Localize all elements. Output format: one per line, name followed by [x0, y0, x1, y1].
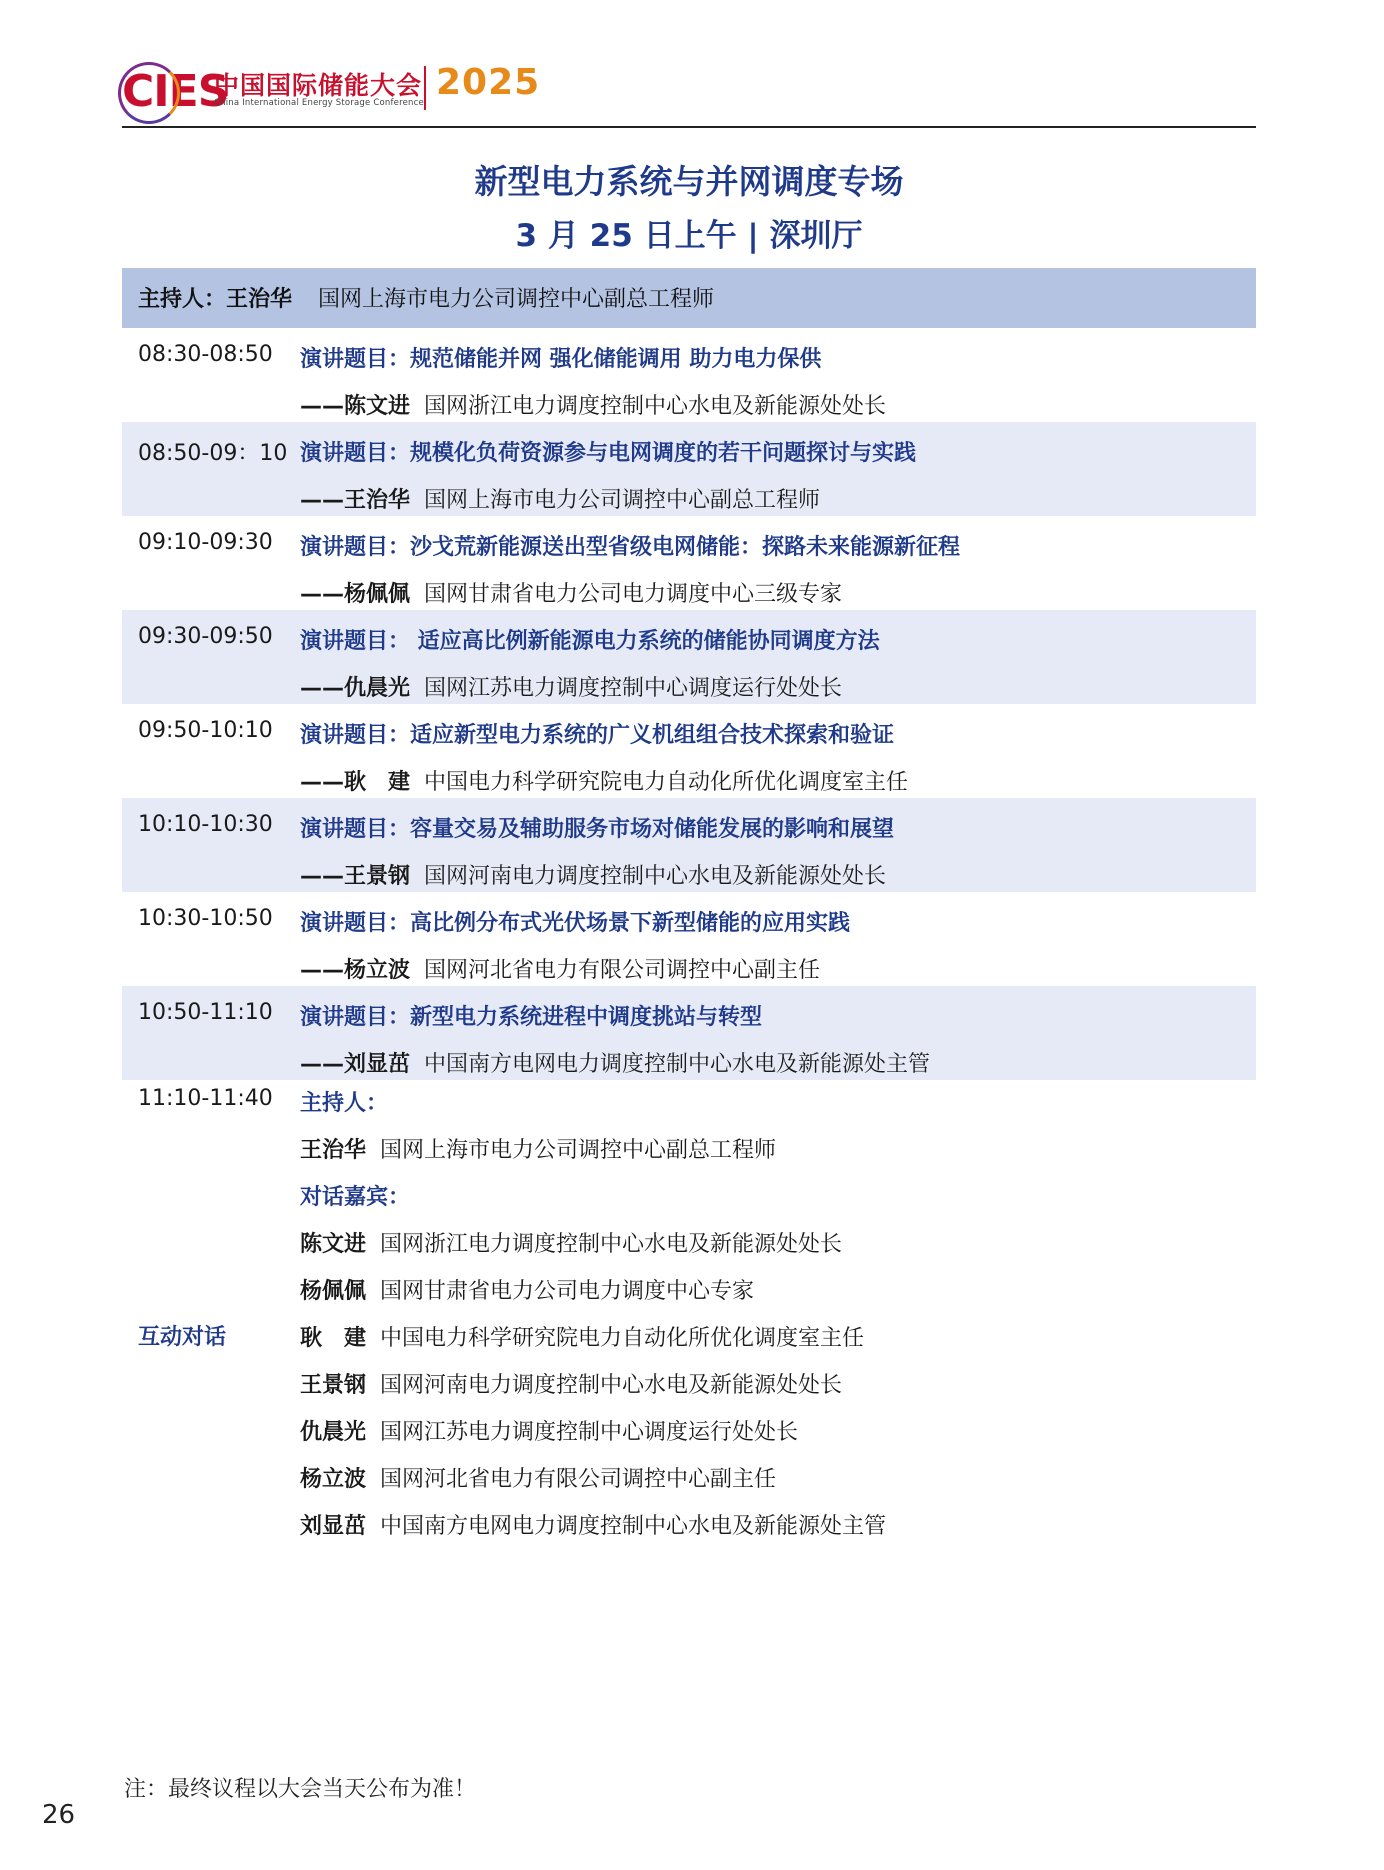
panel-guests-heading: 对话嘉宾： — [300, 1185, 411, 1210]
guest-name: 仇晨光 — [300, 1420, 367, 1445]
speaker-name: ——陈文进 — [300, 394, 411, 419]
speaker-name: ——杨佩佩 — [300, 582, 411, 607]
session-topic: 演讲题目：规范储能并网 强化储能调用 助力电力保供 — [300, 347, 822, 372]
panel-label: 互动对话 — [138, 1325, 227, 1350]
guest-affiliation: 中国电力科学研究院电力自动化所优化调度室主任 — [380, 1326, 865, 1351]
panel-guest — [300, 1462, 776, 1493]
cies-logo — [122, 62, 228, 122]
session-speaker — [300, 953, 820, 984]
panel-time: 11:10-11:40 — [138, 1086, 273, 1111]
session-time: 10:50-11:10 — [138, 1000, 273, 1025]
session-speaker — [300, 483, 820, 514]
session-row — [122, 422, 1256, 516]
panel-host-name: 王治华 — [300, 1138, 367, 1163]
session-row — [122, 610, 1256, 704]
session-speaker — [300, 765, 908, 796]
guest-affiliation: 国网甘肃省电力公司电力调度中心专家 — [380, 1279, 755, 1304]
panel-guest — [300, 1227, 842, 1258]
session-topic: 演讲题目：适应新型电力系统的广义机组组合技术探索和验证 — [300, 723, 895, 748]
speaker-affiliation: 国网甘肃省电力公司电力调度中心三级专家 — [424, 582, 843, 607]
speaker-name: ——杨立波 — [300, 958, 411, 983]
guest-name: 杨立波 — [300, 1467, 367, 1492]
guest-name: 王景钢 — [300, 1373, 367, 1398]
speaker-name: ——王治华 — [300, 488, 411, 513]
session-row — [122, 516, 1256, 610]
speaker-affiliation: 中国南方电网电力调度控制中心水电及新能源处主管 — [424, 1052, 931, 1077]
panel-host-heading: 主持人： — [300, 1091, 389, 1116]
session-topic: 演讲题目： 适应高比例新能源电力系统的储能协同调度方法 — [300, 629, 880, 654]
session-time: 08:30-08:50 — [138, 342, 273, 367]
session-row — [122, 892, 1256, 986]
logo-year: 2025 — [436, 62, 541, 103]
host-label: 主持人：王治华 — [138, 287, 293, 312]
session-time: 09:10-09:30 — [138, 530, 273, 555]
speaker-name: ——耿 建 — [300, 770, 411, 795]
footer-note: 注：最终议程以大会当天公布为准！ — [124, 1777, 477, 1802]
guest-name: 陈文进 — [300, 1232, 367, 1257]
panel-host-affiliation: 国网上海市电力公司调控中心副总工程师 — [380, 1138, 777, 1163]
session-topic: 演讲题目：高比例分布式光伏场景下新型储能的应用实践 — [300, 911, 851, 936]
session-time: 09:50-10:10 — [138, 718, 273, 743]
session-topic: 演讲题目：沙戈荒新能源送出型省级电网储能：探路未来能源新征程 — [300, 535, 961, 560]
session-time: 10:10-10:30 — [138, 812, 273, 837]
panel-host — [300, 1133, 776, 1164]
guest-affiliation: 国网河北省电力有限公司调控中心副主任 — [380, 1467, 777, 1492]
guest-name: 杨佩佩 — [300, 1279, 367, 1304]
session-topic: 演讲题目：规模化负荷资源参与电网调度的若干问题探讨与实践 — [300, 441, 917, 466]
conference-header — [122, 56, 1256, 128]
session-row — [122, 328, 1256, 422]
logo-chinese-name: 中国国际储能大会 — [214, 71, 423, 100]
host-affiliation: 国网上海市电力公司调控中心副总工程师 — [318, 287, 715, 312]
panel-guest — [300, 1415, 798, 1446]
session-topic: 演讲题目：新型电力系统进程中调度挑站与转型 — [300, 1005, 763, 1030]
panel-guest — [300, 1321, 864, 1352]
session-row — [122, 986, 1256, 1080]
speaker-affiliation: 国网上海市电力公司调控中心副总工程师 — [424, 488, 821, 513]
speaker-affiliation: 国网浙江电力调度控制中心水电及新能源处处长 — [424, 394, 887, 419]
session-speaker — [300, 859, 886, 890]
panel-guest — [300, 1274, 754, 1305]
logo-mark: CIES — [122, 66, 229, 117]
session-speaker — [300, 1047, 930, 1078]
guest-name: 耿 建 — [300, 1326, 367, 1351]
speaker-name: ——仇晨光 — [300, 676, 411, 701]
session-time: 10:30-10:50 — [138, 906, 273, 931]
panel-guest — [300, 1509, 886, 1540]
session-time: 09:30-09:50 — [138, 624, 273, 649]
speaker-name: ——刘显茁 — [300, 1052, 411, 1077]
session-row — [122, 798, 1256, 892]
session-time: 08:50-09：10 — [138, 441, 288, 466]
session-row — [122, 704, 1256, 798]
guest-affiliation: 国网浙江电力调度控制中心水电及新能源处处长 — [380, 1232, 843, 1257]
session-speaker — [300, 389, 886, 420]
guest-name: 刘显茁 — [300, 1514, 367, 1539]
guest-affiliation: 国网河南电力调度控制中心水电及新能源处处长 — [380, 1373, 843, 1398]
page-subtitle: 3 月 25 日上午 | 深圳厅 — [515, 218, 863, 254]
header-rule — [122, 126, 1256, 128]
logo-english-name: China International Energy Storage Conference — [214, 98, 424, 108]
host-bar — [122, 268, 1256, 328]
page-title: 新型电力系统与并网调度专场 — [474, 162, 904, 201]
session-topic: 演讲题目：容量交易及辅助服务市场对储能发展的影响和展望 — [300, 817, 895, 842]
speaker-affiliation: 中国电力科学研究院电力自动化所优化调度室主任 — [424, 770, 909, 795]
guest-affiliation: 中国南方电网电力调度控制中心水电及新能源处主管 — [380, 1514, 887, 1539]
speaker-affiliation: 国网河北省电力有限公司调控中心副主任 — [424, 958, 821, 983]
logo-divider — [424, 66, 426, 110]
session-speaker — [300, 577, 842, 608]
speaker-affiliation: 国网河南电力调度控制中心水电及新能源处处长 — [424, 864, 887, 889]
speaker-name: ——王景钢 — [300, 864, 411, 889]
logo-ring-icon — [118, 62, 180, 124]
speaker-affiliation: 国网江苏电力调度控制中心调度运行处处长 — [424, 676, 843, 701]
session-speaker — [300, 671, 842, 702]
guest-affiliation: 国网江苏电力调度控制中心调度运行处处长 — [380, 1420, 799, 1445]
panel-guest — [300, 1368, 842, 1399]
page-number: 26 — [42, 1800, 76, 1830]
